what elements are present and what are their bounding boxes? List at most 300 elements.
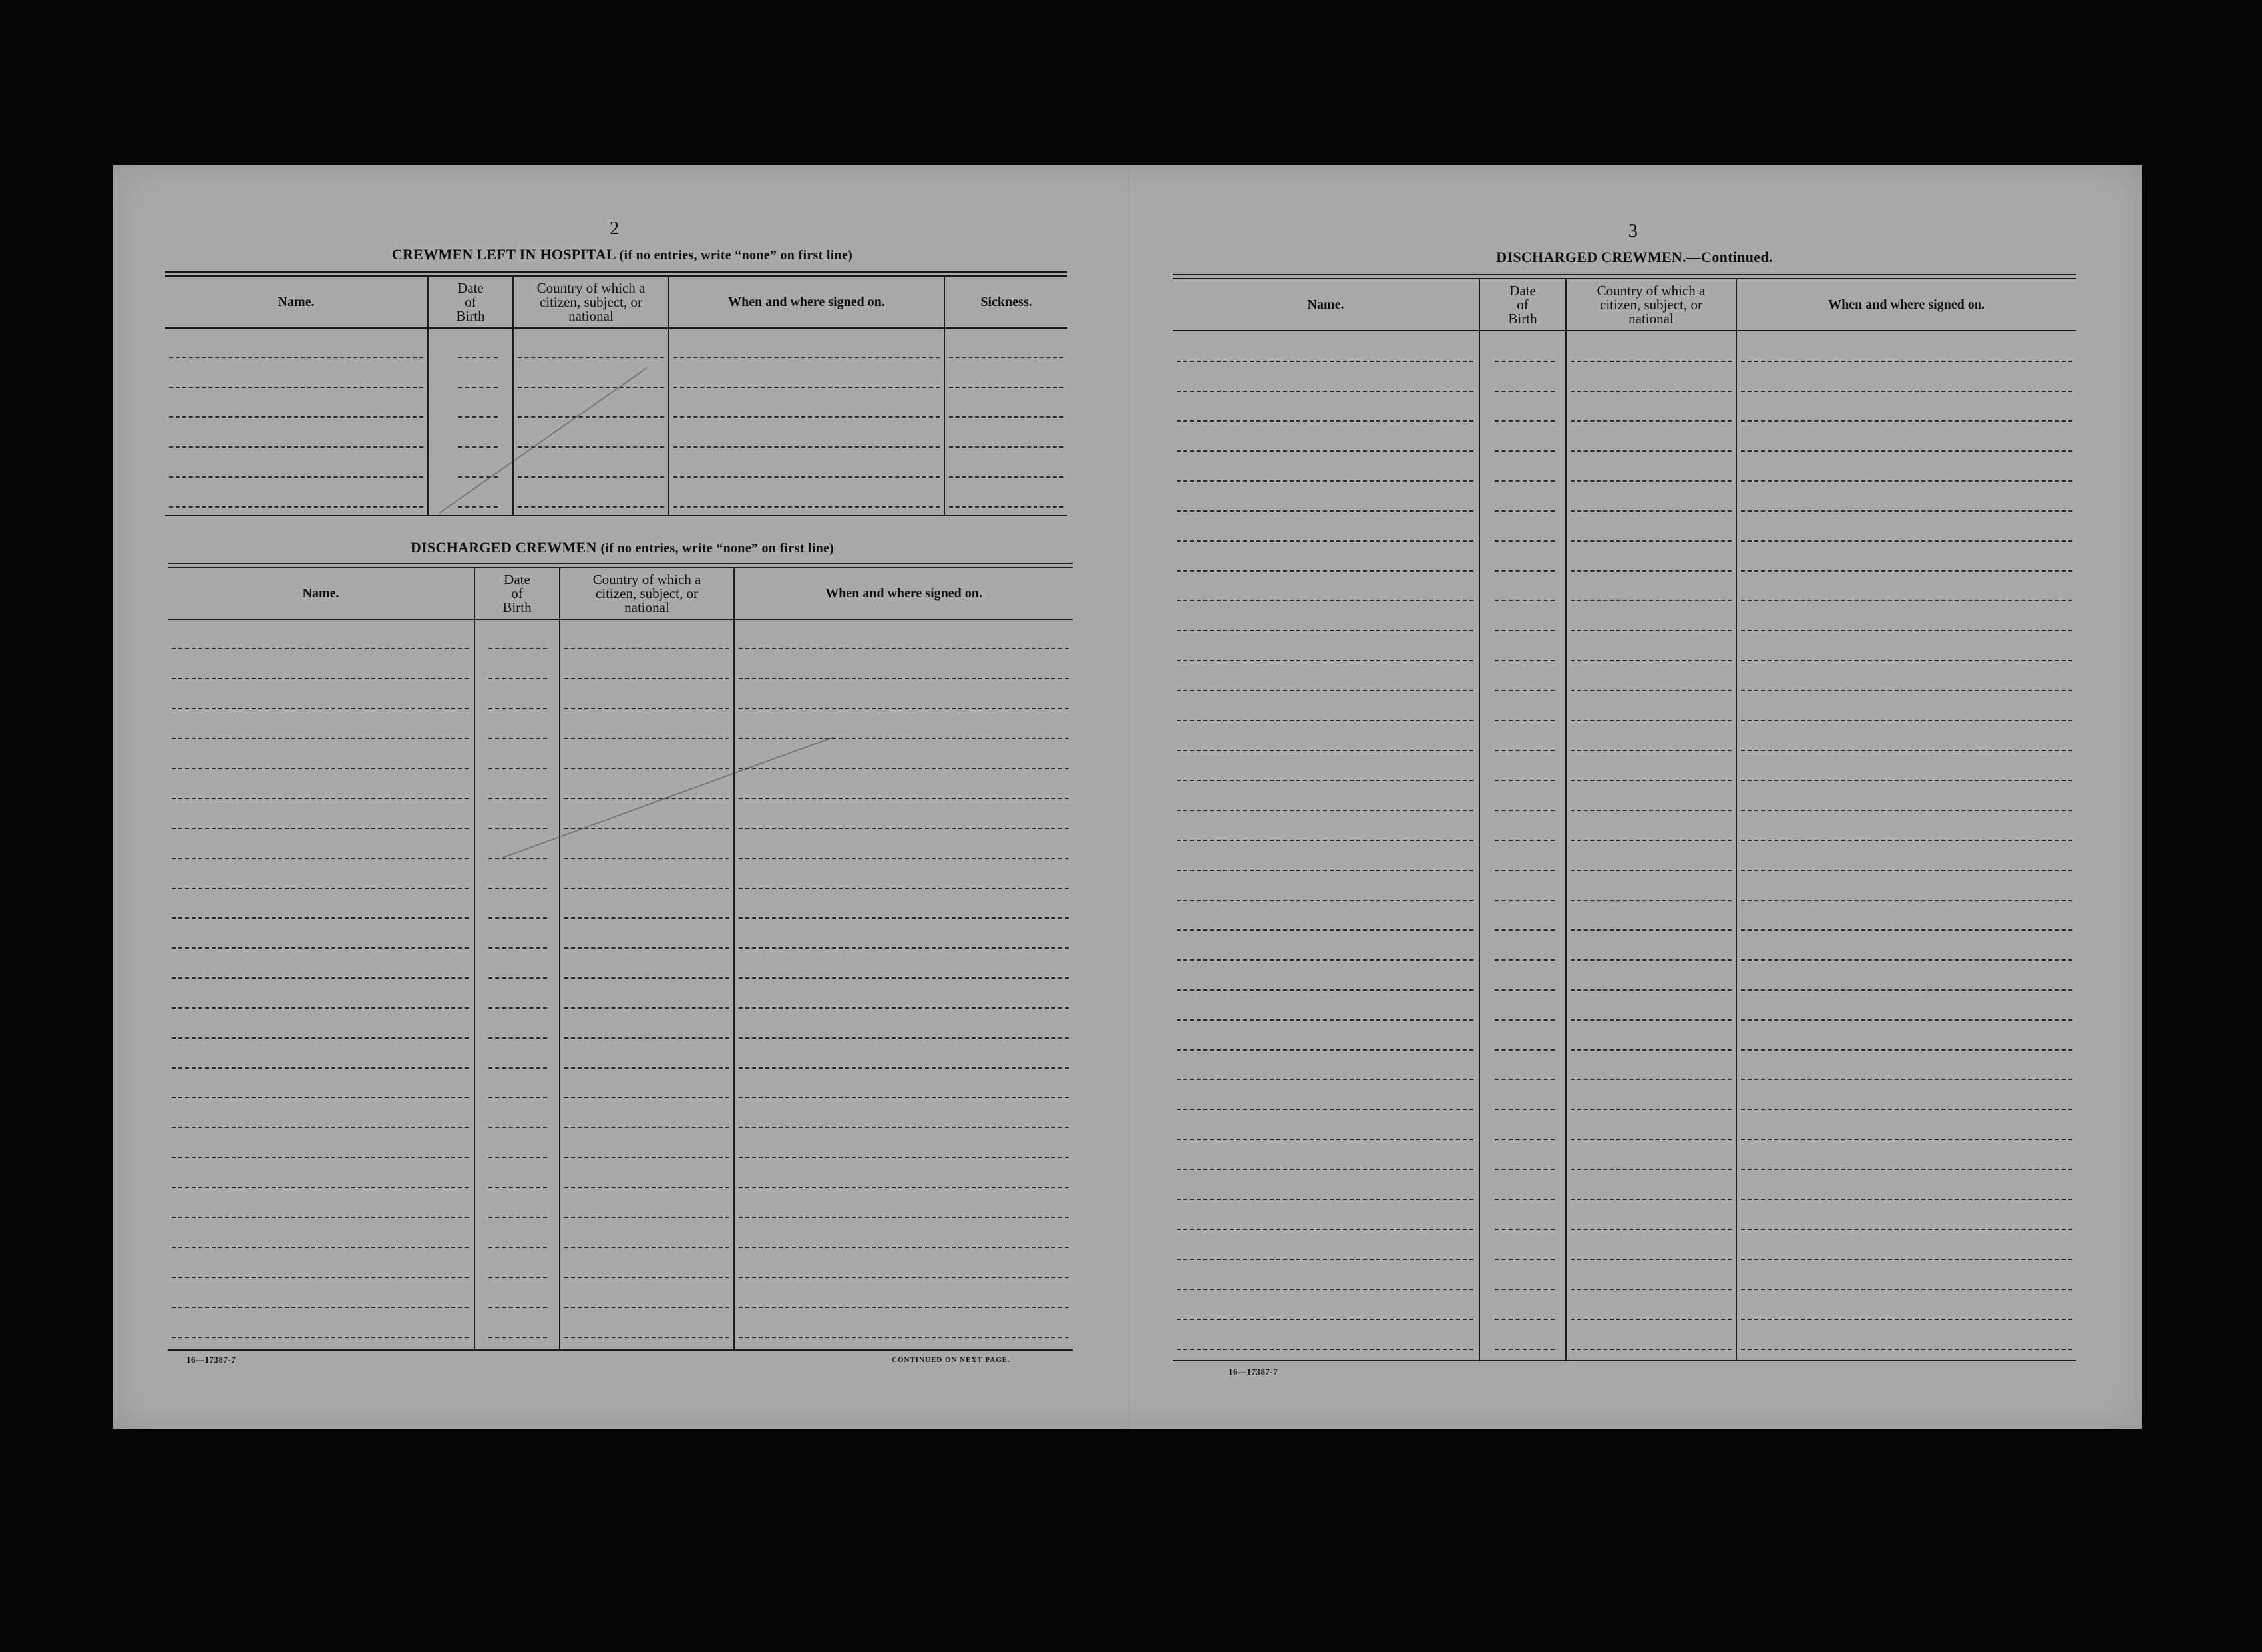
entry-line bbox=[518, 446, 664, 448]
entry-line bbox=[949, 357, 1063, 358]
entry-line bbox=[1741, 840, 2072, 841]
entry-line bbox=[1177, 840, 1473, 841]
entry-line bbox=[488, 678, 547, 679]
entry-line bbox=[488, 798, 547, 799]
hospital-section-title bbox=[166, 246, 1078, 263]
entry-line bbox=[1571, 420, 1732, 422]
entry-line bbox=[518, 387, 664, 388]
table-top-rule bbox=[165, 271, 1067, 277]
entry-line bbox=[488, 1157, 547, 1158]
entry-line bbox=[1741, 1079, 2072, 1080]
entry-line bbox=[1741, 959, 2072, 961]
entry-line bbox=[1571, 1049, 1732, 1051]
entry-line bbox=[488, 1037, 547, 1039]
entry-line bbox=[1741, 1049, 2072, 1051]
discharged-section-title bbox=[166, 539, 1078, 556]
entry-line bbox=[1495, 570, 1555, 572]
entry-line bbox=[739, 858, 1069, 859]
entry-line bbox=[1571, 480, 1732, 482]
entry-line bbox=[564, 1007, 729, 1009]
entry-line bbox=[1177, 540, 1473, 542]
entry-line bbox=[564, 768, 729, 769]
column-divider bbox=[559, 567, 560, 1349]
entry-line bbox=[488, 1217, 547, 1218]
entry-line bbox=[518, 416, 664, 418]
entry-line bbox=[1177, 870, 1473, 871]
entry-line bbox=[518, 357, 664, 358]
entry-line bbox=[172, 828, 469, 829]
entry-line bbox=[739, 1277, 1069, 1278]
header-bottom-rule bbox=[165, 327, 1067, 329]
entry-line bbox=[1741, 1109, 2072, 1110]
entry-line bbox=[1741, 720, 2072, 721]
entry-line bbox=[169, 416, 423, 418]
entry-line bbox=[1741, 600, 2072, 601]
entry-line bbox=[458, 416, 498, 418]
column-header-country: Country of which a citizen, subject, or national bbox=[1597, 282, 1706, 327]
hospital-table bbox=[165, 271, 1067, 518]
entry-line bbox=[1177, 1139, 1473, 1140]
entry-line bbox=[1177, 750, 1473, 751]
column-header-date-of-birth: Date of Birth bbox=[456, 279, 485, 324]
entry-line bbox=[739, 888, 1069, 889]
entry-line bbox=[172, 738, 469, 739]
entry-line bbox=[1741, 870, 2072, 871]
entry-line bbox=[172, 977, 469, 979]
entry-line bbox=[1741, 1289, 2072, 1290]
entry-line bbox=[739, 648, 1069, 649]
entry-line bbox=[673, 506, 940, 508]
entry-line bbox=[1571, 870, 1732, 871]
entry-line bbox=[488, 1067, 547, 1069]
entry-line bbox=[1741, 420, 2072, 422]
entry-line bbox=[172, 1217, 469, 1218]
entry-line bbox=[1495, 1259, 1555, 1260]
entry-line bbox=[1177, 780, 1473, 781]
entry-line bbox=[1177, 510, 1473, 512]
column-header-sickness: Sickness. bbox=[980, 294, 1032, 309]
entry-line bbox=[1571, 840, 1732, 841]
entry-line bbox=[1571, 989, 1732, 991]
entry-line bbox=[739, 798, 1069, 799]
discharged-title-note: (if no entries, write “none” on first line) bbox=[600, 541, 835, 556]
continued-note: CONTINUED ON NEXT PAGE. bbox=[892, 1356, 1010, 1364]
entry-line bbox=[564, 1277, 729, 1278]
entry-line bbox=[1741, 1259, 2072, 1260]
entry-line bbox=[1571, 510, 1732, 512]
entry-line bbox=[172, 947, 469, 949]
entry-line bbox=[172, 1307, 469, 1308]
entry-line bbox=[1177, 989, 1473, 991]
header-bottom-rule bbox=[1173, 330, 2076, 331]
entry-line bbox=[1177, 1319, 1473, 1320]
entry-line bbox=[739, 1157, 1069, 1158]
entry-line bbox=[1177, 480, 1473, 482]
entry-line bbox=[1741, 391, 2072, 392]
entry-line bbox=[172, 1007, 469, 1009]
column-header-when-where: When and where signed on. bbox=[825, 585, 982, 601]
entry-line bbox=[1177, 1229, 1473, 1230]
entry-line bbox=[739, 768, 1069, 769]
entry-line bbox=[1741, 900, 2072, 901]
entry-line bbox=[1177, 600, 1473, 601]
column-divider bbox=[1565, 278, 1567, 1360]
entry-line bbox=[488, 1127, 547, 1128]
column-divider bbox=[474, 567, 475, 1349]
entry-line bbox=[739, 1037, 1069, 1039]
entry-line bbox=[1741, 1349, 2072, 1350]
entry-line bbox=[458, 387, 498, 388]
entry-line bbox=[1571, 900, 1732, 901]
entry-line bbox=[172, 917, 469, 919]
entry-line bbox=[739, 1187, 1069, 1188]
entry-line bbox=[1495, 510, 1555, 512]
entry-line bbox=[1571, 540, 1732, 542]
entry-line bbox=[673, 357, 940, 358]
entry-line bbox=[739, 1097, 1069, 1098]
entry-line bbox=[1571, 1169, 1732, 1170]
entry-line bbox=[673, 446, 940, 448]
entry-line bbox=[1571, 959, 1732, 961]
entry-line bbox=[1177, 1019, 1473, 1021]
entry-line bbox=[488, 947, 547, 949]
entry-line bbox=[1495, 1289, 1555, 1290]
hospital-title-note: (if no entries, write “none” on first line) bbox=[619, 248, 853, 263]
entry-line bbox=[739, 917, 1069, 919]
entry-line bbox=[488, 1337, 547, 1338]
entry-line bbox=[1741, 510, 2072, 512]
entry-line bbox=[1177, 810, 1473, 811]
entry-line bbox=[564, 678, 729, 679]
entry-line bbox=[1741, 750, 2072, 751]
entry-line bbox=[518, 506, 664, 508]
entry-line bbox=[172, 888, 469, 889]
entry-line bbox=[1495, 780, 1555, 781]
entry-line bbox=[1741, 361, 2072, 362]
entry-line bbox=[1571, 690, 1732, 691]
entry-line bbox=[1495, 1049, 1555, 1051]
entry-line bbox=[1495, 1199, 1555, 1200]
entry-line bbox=[169, 476, 423, 478]
entry-line bbox=[1177, 1079, 1473, 1080]
entry-line bbox=[172, 1157, 469, 1158]
entry-line bbox=[1495, 929, 1555, 931]
entry-line bbox=[1741, 989, 2072, 991]
entry-line bbox=[169, 357, 423, 358]
entry-line bbox=[1571, 630, 1732, 631]
entry-line bbox=[1571, 570, 1732, 572]
discharged-table bbox=[168, 563, 1073, 1521]
entry-line bbox=[949, 416, 1063, 418]
entry-line bbox=[564, 1247, 729, 1248]
entry-line bbox=[488, 828, 547, 829]
entry-line bbox=[172, 858, 469, 859]
entry-line bbox=[1495, 989, 1555, 991]
entry-line bbox=[564, 977, 729, 979]
entry-line bbox=[1177, 1289, 1473, 1290]
entry-line bbox=[1495, 600, 1555, 601]
entry-line bbox=[1741, 480, 2072, 482]
column-divider bbox=[733, 567, 735, 1349]
entry-line bbox=[172, 1247, 469, 1248]
entry-line bbox=[488, 1277, 547, 1278]
entry-line bbox=[1495, 1229, 1555, 1230]
entry-line bbox=[1177, 900, 1473, 901]
entry-line bbox=[564, 858, 729, 859]
entry-line bbox=[1495, 630, 1555, 631]
entry-line bbox=[564, 798, 729, 799]
table-top-rule bbox=[1173, 274, 2076, 279]
entry-line bbox=[488, 738, 547, 739]
entry-line bbox=[1571, 1139, 1732, 1140]
table-bottom-rule bbox=[1173, 1360, 2076, 1361]
entry-line bbox=[1177, 630, 1473, 631]
document-sheet bbox=[113, 165, 2142, 1429]
entry-line bbox=[564, 947, 729, 949]
entry-line bbox=[1741, 660, 2072, 661]
entry-line bbox=[1495, 720, 1555, 721]
entry-line bbox=[739, 977, 1069, 979]
entry-line bbox=[488, 977, 547, 979]
entry-line bbox=[488, 888, 547, 889]
table-top-rule bbox=[168, 563, 1073, 568]
entry-line bbox=[739, 1007, 1069, 1009]
entry-line bbox=[172, 1067, 469, 1069]
entry-line bbox=[564, 1157, 729, 1158]
entry-line bbox=[1571, 1349, 1732, 1350]
entry-line bbox=[1177, 929, 1473, 931]
entry-line bbox=[1495, 690, 1555, 691]
entry-line bbox=[1177, 570, 1473, 572]
entry-line bbox=[1571, 1199, 1732, 1200]
entry-line bbox=[1741, 540, 2072, 542]
page-number: 3 bbox=[1628, 221, 1638, 242]
entry-line bbox=[1741, 1319, 2072, 1320]
entry-line bbox=[458, 506, 498, 508]
entry-line bbox=[458, 357, 498, 358]
entry-line bbox=[564, 1337, 729, 1338]
entry-line bbox=[1571, 361, 1732, 362]
entry-line bbox=[1741, 810, 2072, 811]
discharged-continued-title: DISCHARGED CREWMEN.—Continued. bbox=[1496, 249, 1773, 265]
entry-line bbox=[1741, 1139, 2072, 1140]
entry-line bbox=[1495, 840, 1555, 841]
column-header-name: Name. bbox=[302, 585, 339, 601]
entry-line bbox=[1495, 1319, 1555, 1320]
entry-line bbox=[739, 678, 1069, 679]
entry-line bbox=[1177, 1349, 1473, 1350]
entry-line bbox=[1571, 780, 1732, 781]
entry-line bbox=[169, 446, 423, 448]
entry-line bbox=[1495, 660, 1555, 661]
entry-line bbox=[172, 678, 469, 679]
entry-line bbox=[1741, 570, 2072, 572]
entry-line bbox=[1741, 630, 2072, 631]
entry-line bbox=[1571, 660, 1732, 661]
entry-line bbox=[739, 1127, 1069, 1128]
entry-line bbox=[1495, 1079, 1555, 1080]
discharged-title-text: DISCHARGED CREWMEN bbox=[410, 539, 597, 556]
column-header-name: Name. bbox=[278, 294, 315, 309]
entry-line bbox=[172, 1127, 469, 1128]
entry-line bbox=[488, 1097, 547, 1098]
entry-line bbox=[1571, 1019, 1732, 1021]
entry-line bbox=[1177, 1169, 1473, 1170]
entry-line bbox=[564, 1097, 729, 1098]
entry-line bbox=[488, 858, 547, 859]
entry-line bbox=[673, 476, 940, 478]
entry-line bbox=[1495, 361, 1555, 362]
entry-line bbox=[673, 387, 940, 388]
entry-line bbox=[1495, 1109, 1555, 1110]
entry-line bbox=[564, 1067, 729, 1069]
entry-line bbox=[1571, 1259, 1732, 1260]
entry-line bbox=[1571, 929, 1732, 931]
entry-line bbox=[1495, 420, 1555, 422]
column-header-when-where: When and where signed on. bbox=[728, 294, 885, 309]
entry-line bbox=[739, 1217, 1069, 1218]
form-code: 16—17387-7 bbox=[186, 1355, 236, 1365]
table-bottom-rule bbox=[168, 1349, 1073, 1351]
entry-line bbox=[1741, 780, 2072, 781]
entry-line bbox=[564, 738, 729, 739]
entry-line bbox=[739, 1247, 1069, 1248]
entry-line bbox=[1177, 1109, 1473, 1110]
entry-line bbox=[488, 917, 547, 919]
entry-line bbox=[1177, 391, 1473, 392]
entry-line bbox=[739, 947, 1069, 949]
entry-line bbox=[172, 1337, 469, 1338]
entry-line bbox=[1495, 900, 1555, 901]
entry-line bbox=[1177, 1049, 1473, 1051]
entry-line bbox=[172, 798, 469, 799]
column-divider bbox=[1736, 278, 1737, 1360]
header-bottom-rule bbox=[168, 619, 1073, 620]
entry-line bbox=[1571, 810, 1732, 811]
entry-line bbox=[739, 708, 1069, 709]
entry-line bbox=[739, 1307, 1069, 1308]
entry-line bbox=[564, 1307, 729, 1308]
entry-line bbox=[172, 1187, 469, 1188]
entry-line bbox=[172, 1277, 469, 1278]
entry-line bbox=[1177, 959, 1473, 961]
entry-line bbox=[1177, 1199, 1473, 1200]
entry-line bbox=[564, 888, 729, 889]
entry-line bbox=[949, 446, 1063, 448]
entry-line bbox=[458, 446, 498, 448]
entry-line bbox=[488, 1007, 547, 1009]
entry-line bbox=[172, 648, 469, 649]
entry-line bbox=[169, 387, 423, 388]
entry-line bbox=[564, 1127, 729, 1128]
entry-line bbox=[172, 1037, 469, 1039]
entry-line bbox=[1177, 420, 1473, 422]
table-bottom-rule bbox=[165, 515, 1067, 516]
entry-line bbox=[564, 1187, 729, 1188]
entry-line bbox=[518, 476, 664, 478]
entry-line bbox=[949, 476, 1063, 478]
entry-line bbox=[172, 708, 469, 709]
entry-line bbox=[1495, 1349, 1555, 1350]
entry-line bbox=[673, 416, 940, 418]
entry-line bbox=[1495, 391, 1555, 392]
entry-line bbox=[1495, 480, 1555, 482]
entry-line bbox=[1741, 1229, 2072, 1230]
entry-line bbox=[172, 768, 469, 769]
entry-line bbox=[169, 506, 423, 508]
entry-line bbox=[1571, 450, 1732, 452]
right-page bbox=[1129, 165, 2142, 1429]
column-header-date-of-birth: Date of Birth bbox=[502, 571, 532, 615]
entry-line bbox=[564, 708, 729, 709]
entry-line bbox=[1495, 870, 1555, 871]
entry-line bbox=[1571, 600, 1732, 601]
entry-line bbox=[1571, 720, 1732, 721]
entry-line bbox=[1495, 1139, 1555, 1140]
entry-line bbox=[1571, 750, 1732, 751]
column-header-date-of-birth: Date of Birth bbox=[1508, 282, 1537, 327]
column-header-name: Name. bbox=[1307, 297, 1344, 312]
entry-line bbox=[564, 917, 729, 919]
entry-line bbox=[488, 648, 547, 649]
entry-line bbox=[564, 648, 729, 649]
entry-line bbox=[1177, 660, 1473, 661]
entry-line bbox=[739, 1337, 1069, 1338]
discharged-continued-table bbox=[1173, 274, 2076, 1379]
entry-line bbox=[1571, 391, 1732, 392]
entry-line bbox=[564, 1037, 729, 1039]
entry-line bbox=[1741, 690, 2072, 691]
entry-line bbox=[1571, 1079, 1732, 1080]
entry-line bbox=[1495, 1019, 1555, 1021]
entry-line bbox=[1741, 450, 2072, 452]
hospital-title-text: CREWMEN LEFT IN HOSPITAL bbox=[391, 246, 616, 263]
entry-line bbox=[739, 1067, 1069, 1069]
entry-line bbox=[1571, 1229, 1732, 1230]
entry-line bbox=[1495, 810, 1555, 811]
entry-line bbox=[1741, 1019, 2072, 1021]
page-number: 2 bbox=[610, 218, 619, 239]
entry-line bbox=[1571, 1289, 1732, 1290]
entry-line bbox=[1741, 929, 2072, 931]
entry-line bbox=[1495, 1169, 1555, 1170]
entry-line bbox=[949, 506, 1063, 508]
entry-line bbox=[1177, 450, 1473, 452]
column-header-when-where: When and where signed on. bbox=[1828, 297, 1985, 312]
entry-line bbox=[1177, 361, 1473, 362]
left-page bbox=[113, 165, 1125, 1429]
entry-line bbox=[564, 1217, 729, 1218]
entry-line bbox=[1495, 750, 1555, 751]
entry-line bbox=[1495, 959, 1555, 961]
entry-line bbox=[1177, 720, 1473, 721]
form-code: 16—17387-7 bbox=[1228, 1367, 1278, 1377]
column-header-country: Country of which a citizen, subject, or national bbox=[592, 571, 701, 615]
entry-line bbox=[739, 828, 1069, 829]
entry-line bbox=[1495, 540, 1555, 542]
entry-line bbox=[1741, 1169, 2072, 1170]
entry-line bbox=[488, 1187, 547, 1188]
entry-line bbox=[172, 1097, 469, 1098]
entry-line bbox=[949, 387, 1063, 388]
entry-line bbox=[488, 1247, 547, 1248]
entry-line bbox=[488, 708, 547, 709]
entry-line bbox=[1177, 690, 1473, 691]
column-header-country: Country of which a citizen, subject, or national bbox=[536, 279, 646, 324]
column-divider bbox=[1479, 278, 1480, 1360]
entry-line bbox=[739, 738, 1069, 739]
entry-line bbox=[1741, 1199, 2072, 1200]
